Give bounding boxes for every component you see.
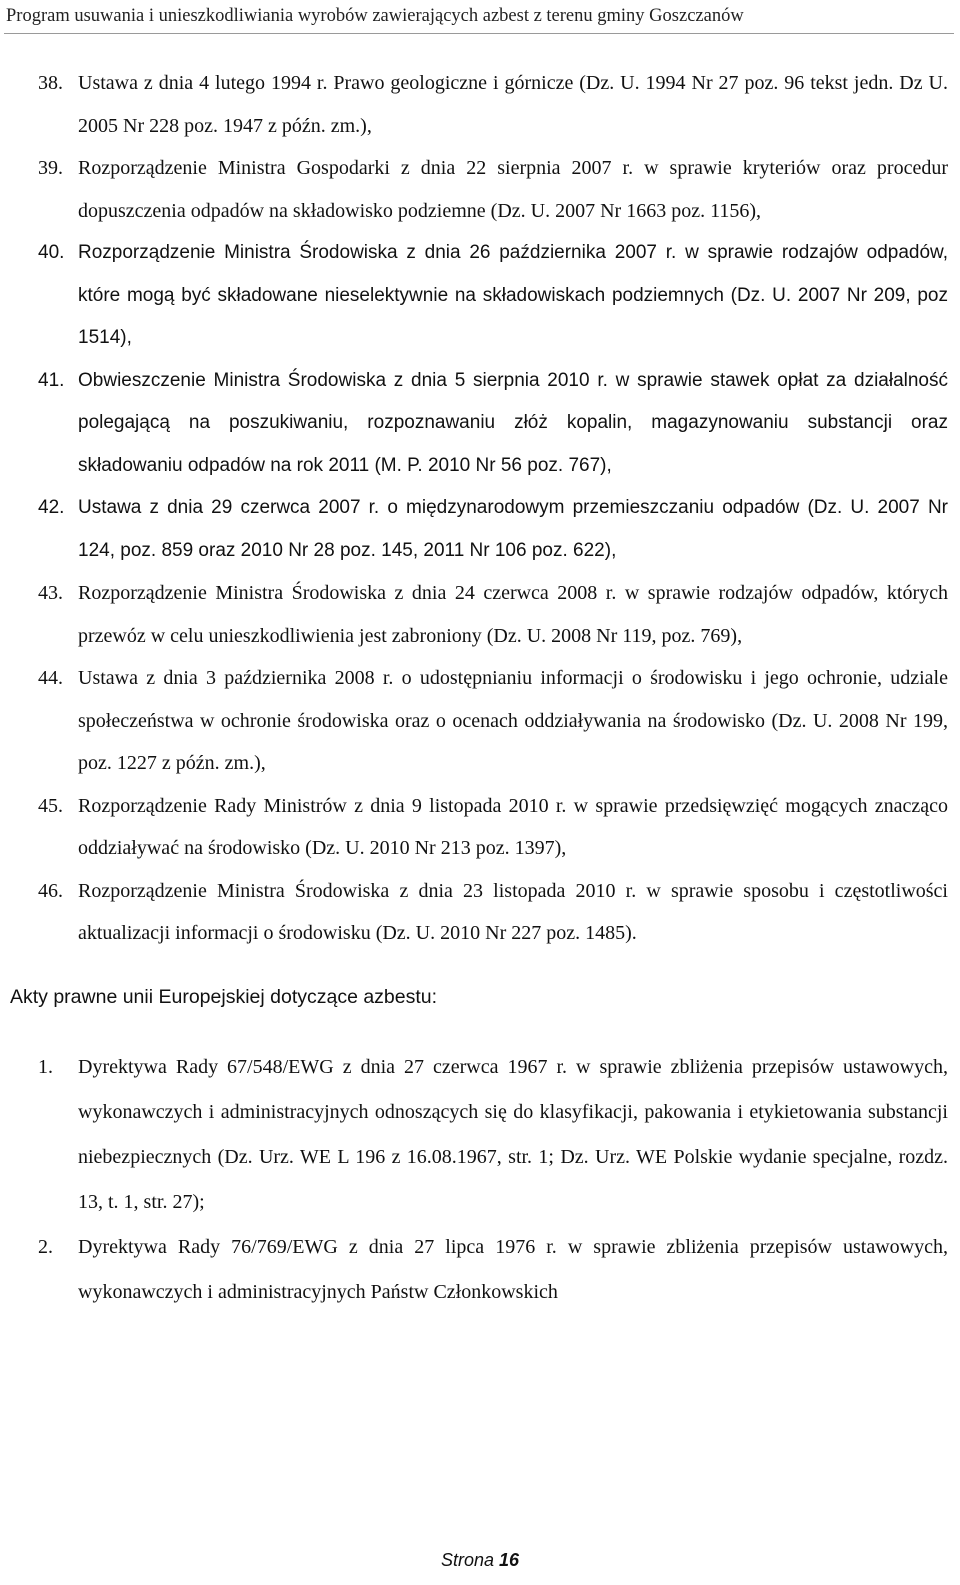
reference-item [0,360,960,488]
reference-item [0,870,960,955]
reference-text: Ustawa z dnia 3 października 2008 r. o udostępnianiu informacji o środowisku i jego ochronie, udziale społeczeństwa w ochronie środowiska oraz o ocenach oddziaływania na środowisko (Dz. U. 2008 Nr 199, poz. 1227 z późn. zm.), [78,667,948,774]
reference-item [0,572,960,657]
reference-number: 39. [38,157,63,179]
legal-references-list [0,62,960,955]
reference-item [0,785,960,870]
reference-text: Rozporządzenie Ministra Środowiska z dnia 26 października 2007 r. w sprawie rodzajów odpadów, które mogą być składowane nieselektywnie na składowiskach podziemnych (Dz. U. 2007 Nr 209, poz 1514), [78,242,948,348]
reference-number: 38. [38,72,63,94]
reference-text: Rozporządzenie Ministra Środowiska z dnia 23 listopada 2010 r. w sprawie sposobu i częstotliwości aktualizacji informacji o środowisku (Dz. U. 2010 Nr 227 poz. 1485). [78,879,948,944]
eu-act-text: Dyrektywa Rady 67/548/EWG z dnia 27 czerwca 1967 r. w sprawie zbliżenia przepisów ustawowych, wykonawczych i administracyjnych odnoszących się do klasyfikacji, pakowania i etykietowania substancji niebezpiecznych (Dz. Urz. WE L 196 z 16.08.1967, str. 1; Dz. Urz. WE Polskie wydanie specjalne, rozdz. 13, t. 1, str. 27); [78,1055,948,1213]
eu-section-heading: Akty prawne unii Europejskiej dotyczące azbestu: [10,985,438,1008]
running-header [0,0,960,40]
eu-act-item [0,1225,960,1315]
reference-item [0,657,960,785]
eu-act-number: 2. [38,1235,53,1258]
reference-number: 42. [38,497,65,518]
reference-item [0,487,960,572]
reference-number: 41. [38,369,65,391]
eu-act-text: Dyrektywa Rady 76/769/EWG z dnia 27 lipca 1976 r. w sprawie zbliżenia przepisów ustawowych, wykonawczych i administracyjnych Państw Członkowskich [78,1235,948,1303]
page-label: Strona [440,1550,494,1570]
reference-item [0,147,960,232]
reference-number: 40. [38,242,65,263]
reference-text: Rozporządzenie Ministra Gospodarki z dnia 22 sierpnia 2007 r. w sprawie kryteriów oraz procedur dopuszczenia odpadów na składowisko podziemne (Dz. U. 2007 Nr 1663 poz. 1156), [78,157,948,222]
reference-item [0,62,960,147]
eu-act-number: 1. [38,1055,53,1078]
reference-text: Ustawa z dnia 4 lutego 1994 r. Prawo geologiczne i górnicze (Dz. U. 1994 Nr 27 poz. 96 tekst jedn. Dz U. 2005 Nr 228 poz. 1947 z późn. zm.), [78,72,948,137]
page-footer [0,1550,960,1571]
reference-text: Obwieszczenie Ministra Środowiska z dnia 5 sierpnia 2010 r. w sprawie stawek opłat za działalność polegającą na poszukiwaniu, rozpoznawaniu złóż kopalin, magazynowaniu substancji oraz składowaniu odpadów na rok 2011 (M. P. 2010 Nr 56 poz. 767), [78,369,948,476]
eu-acts-list [0,1045,960,1315]
reference-number: 43. [38,582,63,604]
reference-number: 44. [38,667,63,689]
reference-number: 45. [38,794,63,817]
reference-number: 46. [38,879,63,902]
reference-item [0,232,960,360]
header-title: Program usuwania i unieszkodliwiania wyrobów zawierających azbest z terenu gminy Goszczanów [6,6,744,26]
header-divider [4,33,954,34]
reference-text: Rozporządzenie Ministra Środowiska z dnia 24 czerwca 2008 r. w sprawie rodzajów odpadów, których przewóz w celu unieszkodliwienia jest zabroniony (Dz. U. 2008 Nr 119, poz. 769), [78,582,948,647]
page-number: 16 [499,1550,520,1570]
reference-text: Ustawa z dnia 29 czerwca 2007 r. o międzynarodowym przemieszczaniu odpadów (Dz. U. 2007 Nr 124, poz. 859 oraz 2010 Nr 28 poz. 145, 2011 Nr 106 poz. 622), [78,497,948,561]
reference-text: Rozporządzenie Rady Ministrów z dnia 9 listopada 2010 r. w sprawie przedsięwzięć mogących znacząco oddziaływać na środowisko (Dz. U. 2010 Nr 213 poz. 1397), [78,794,948,859]
document-body [0,62,960,1315]
eu-act-item [0,1045,960,1225]
